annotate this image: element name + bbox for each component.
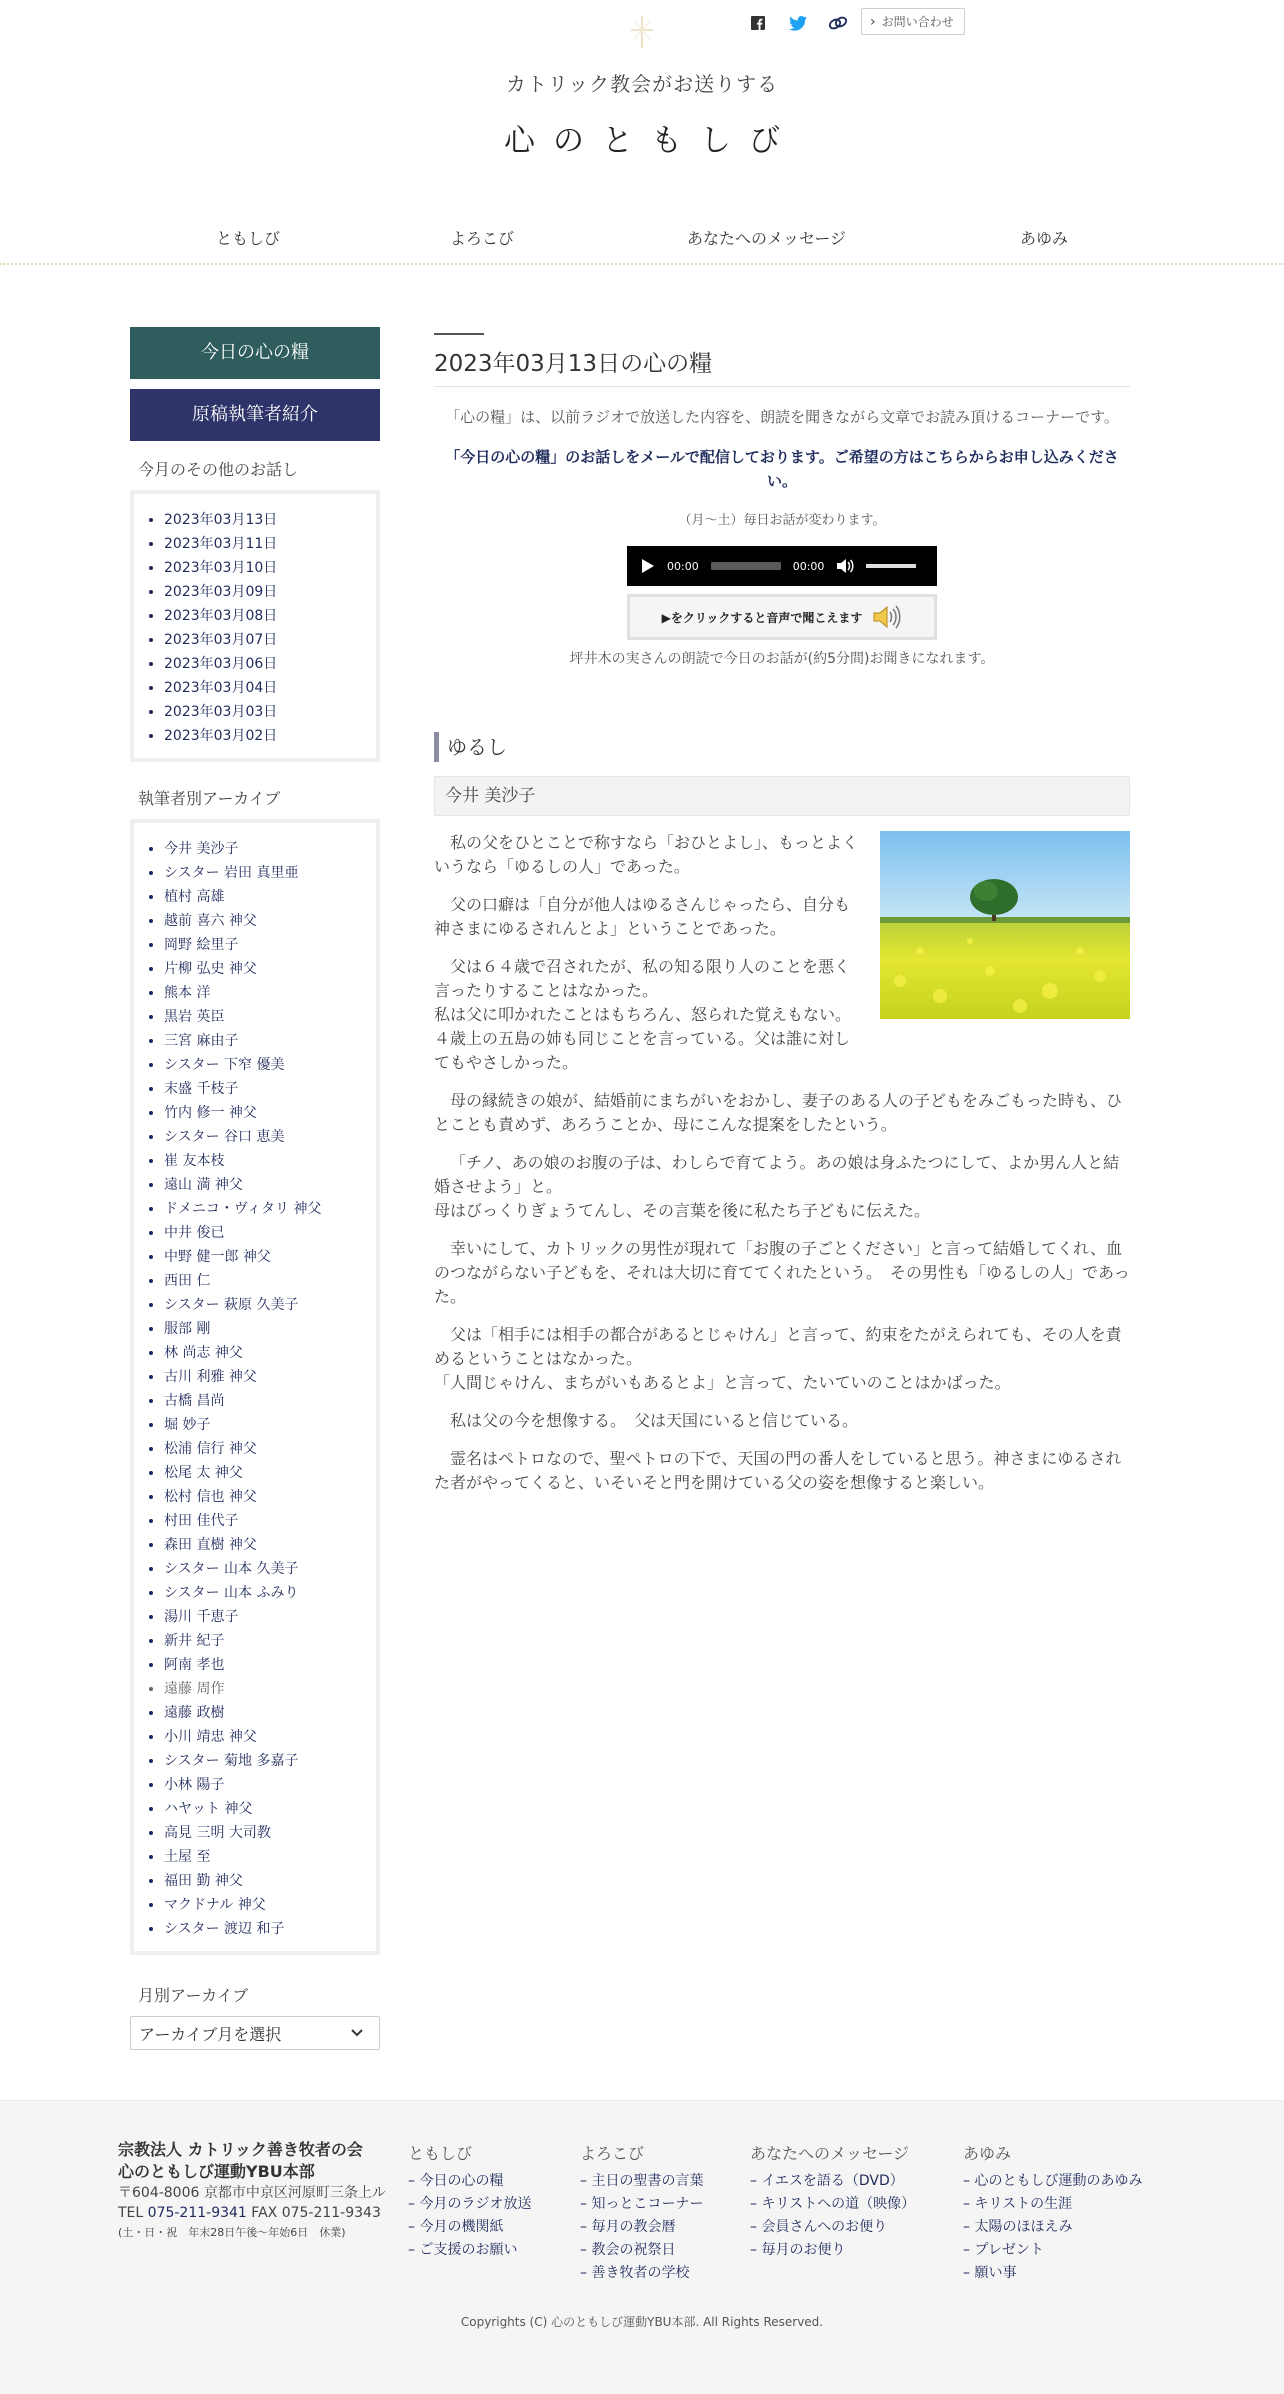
- footer-link[interactable]: – キリストへの道（映像）: [750, 2193, 915, 2216]
- author-item[interactable]: • 阿南 孝也: [164, 1653, 366, 1677]
- author-item[interactable]: • 熊本 洋: [164, 981, 366, 1005]
- article-paragraph: 父の口癖は「自分が他人はゆるさんじゃったら、自分も神さまにゆるされんとよ」ということであった。: [434, 895, 851, 938]
- current-time: 00:00: [667, 559, 699, 573]
- link-icon[interactable]: [828, 13, 848, 33]
- footer-link[interactable]: – 毎月の教会暦: [580, 2216, 703, 2239]
- author-item[interactable]: • 遠山 満 神父: [164, 1173, 366, 1197]
- contact-button[interactable]: [861, 8, 965, 35]
- author-item[interactable]: • シスター 下窄 優美: [164, 1053, 366, 1077]
- footer-col-tomoshibi: [408, 2141, 531, 2262]
- author-item[interactable]: • 崔 友本枝: [164, 1149, 366, 1173]
- tel-label: TEL: [118, 2205, 144, 2221]
- site-header: [0, 0, 1284, 265]
- site-footer: [0, 2100, 1284, 2394]
- month-item[interactable]: • 2023年03月04日: [164, 676, 366, 700]
- reader-note: 坪井木の実さんの朗読で今日のお話が(約5分間)お聞きになれます。: [569, 651, 995, 667]
- nav-item-tomoshibi[interactable]: ともしび: [216, 229, 281, 248]
- footer-link[interactable]: – ご支援のお願い: [408, 2239, 531, 2262]
- month-item[interactable]: • 2023年03月11日: [164, 532, 366, 556]
- month-item[interactable]: • 2023年03月08日: [164, 604, 366, 628]
- duration-time: 00:00: [792, 559, 825, 573]
- main-content: [434, 327, 1130, 1509]
- footer-links: [580, 2170, 703, 2285]
- footer-links: [408, 2170, 531, 2262]
- author-item[interactable]: • シスター 萩原 久美子: [164, 1293, 366, 1317]
- section-title: ゆるし: [434, 732, 1130, 762]
- footer-col-yorokobi: [580, 2141, 703, 2285]
- play-icon[interactable]: [641, 558, 655, 574]
- author-name: 今井 美沙子: [434, 776, 1130, 816]
- author-item[interactable]: • 森田 直樹 神父: [164, 1533, 366, 1557]
- site-title[interactable]: 心のともしび: [504, 123, 798, 159]
- facebook-icon[interactable]: [748, 13, 768, 33]
- author-item[interactable]: • シスター 岩田 真里亜: [164, 861, 366, 885]
- month-item[interactable]: • 2023年03月13日: [164, 508, 366, 532]
- footer-link[interactable]: – 主日の聖書の言葉: [580, 2170, 703, 2193]
- listen-label: ▶をクリックすると音声で聞こえます: [661, 610, 863, 625]
- footer-link[interactable]: – 会員さんへのお便り: [750, 2216, 915, 2239]
- footer-links: [963, 2170, 1142, 2285]
- month-item[interactable]: • 2023年03月10日: [164, 556, 366, 580]
- org-phone: [118, 2203, 386, 2223]
- article-paragraph: 「チノ、あの娘のお腹の子は、わしらで育てよう。あの娘は身ふたつにして、よか男ん人と結婚させよう」と。 母はびっくりぎょうてんし、その言葉を後に私たち子どもに伝えた。: [434, 1153, 1120, 1220]
- author-item[interactable]: • 堀 妙子: [164, 1413, 366, 1437]
- author-item[interactable]: • 新井 紀子: [164, 1629, 366, 1653]
- volume-slider[interactable]: [866, 564, 916, 568]
- article-paragraph: 父は６４歳で召されたが、私の知る限り人のことを悪く言ったりすることはなかった。 私は父に叩かれたことはもちろん、怒られた覚えもない。 ４歳上の五島の姉も同じことを言っている。父は誰に対してもやさしかった。: [434, 957, 851, 1072]
- today-button[interactable]: 今日の心の糧: [130, 327, 380, 379]
- site-subtitle: カトリック教会がお送りする: [505, 72, 779, 96]
- author-item[interactable]: • 松村 信也 神父: [164, 1485, 366, 1509]
- footer-org-info: [118, 2139, 386, 2243]
- intro-text: 「心の糧」は、以前ラジオで放送した内容を、朗読を聞きながら文章でお読み頂けるコーナーです。: [445, 408, 1119, 426]
- org-name-2: 心のともしび運動YBU本部: [118, 2162, 315, 2181]
- volume-icon[interactable]: [836, 558, 854, 574]
- author-item[interactable]: • シスター 菊地 多嘉子: [164, 1749, 366, 1773]
- author-item[interactable]: • 遠藤 周作: [164, 1677, 366, 1701]
- author-list-box: [130, 819, 380, 1955]
- author-item[interactable]: • 越前 喜六 神父: [164, 909, 366, 933]
- listen-button[interactable]: [627, 594, 937, 640]
- footer-link[interactable]: – 今月の機関紙: [408, 2216, 531, 2239]
- author-item[interactable]: • 高見 三明 大司教: [164, 1821, 366, 1845]
- twitter-icon[interactable]: [788, 13, 808, 33]
- footer-link[interactable]: – 知っとこコーナー: [580, 2193, 703, 2216]
- author-item[interactable]: • シスター 谷口 恵美: [164, 1125, 366, 1149]
- author-item[interactable]: • シスター 山本 久美子: [164, 1557, 366, 1581]
- footer-link[interactable]: – 毎月のお便り: [750, 2239, 915, 2262]
- author-item[interactable]: • 遠藤 政樹: [164, 1701, 366, 1725]
- footer-link[interactable]: – キリストの生涯: [963, 2193, 1142, 2216]
- archive-select[interactable]: [130, 2016, 380, 2050]
- article-paragraph: 父は「相手には相手の都合があるとじゃけん」と言って、約束をたがえられても、その人を責めるということはなかった。 「人間じゃけん、まちがいもあるとよ」と言って、たいていのことはかばった。: [434, 1325, 1122, 1392]
- author-item[interactable]: • 小川 靖忠 神父: [164, 1725, 366, 1749]
- author-item[interactable]: • 福田 勤 神父: [164, 1869, 366, 1893]
- org-address: 〒604-8006 京都市中京区河原町三条上ル: [118, 2185, 386, 2201]
- audio-player: [627, 546, 937, 586]
- article-paragraph: 私の父をひとことで称すなら「おひとよし」、もっとよくいうなら「ゆるしの人」であった。: [434, 833, 859, 876]
- author-item[interactable]: • 西田 仁: [164, 1269, 366, 1293]
- archive-select-value: アーカイブ月を選択: [139, 2024, 282, 2044]
- author-item[interactable]: • 三宮 麻由子: [164, 1029, 366, 1053]
- footer-link[interactable]: – イエスを語る（DVD）: [750, 2170, 915, 2193]
- footer-col-message: [750, 2141, 915, 2262]
- author-item[interactable]: • 松浦 信行 神父: [164, 1437, 366, 1461]
- author-item[interactable]: • 林 尚志 神父: [164, 1341, 366, 1365]
- month-item[interactable]: • 2023年03月09日: [164, 580, 366, 604]
- footer-link[interactable]: – 今日の心の糧: [408, 2170, 531, 2193]
- author-item[interactable]: • ドメニコ・ヴィタリ 神父: [164, 1197, 366, 1221]
- author-item[interactable]: • 古橋 昌尚: [164, 1389, 366, 1413]
- writers-button[interactable]: 原稿執筆者紹介: [130, 389, 380, 441]
- author-item[interactable]: • マクドナル 神父: [164, 1893, 366, 1917]
- sidebar: [130, 327, 380, 2050]
- nav-item-yorokobi[interactable]: よろこび: [450, 229, 515, 248]
- author-item[interactable]: • 岡野 絵里子: [164, 933, 366, 957]
- social-icons: [748, 8, 848, 38]
- month-item[interactable]: • 2023年03月03日: [164, 700, 366, 724]
- archive-heading: 月別アーカイブ: [138, 1986, 249, 2005]
- org-name-1: 宗教法人 カトリック善き牧者の会: [118, 2140, 363, 2159]
- fax-number: 075-211-9343: [281, 2205, 381, 2221]
- chevron-down-icon: [351, 2029, 363, 2037]
- author-item[interactable]: • 中野 健一郎 神父: [164, 1245, 366, 1269]
- month-heading: 今月のその他のお話し: [138, 460, 299, 479]
- author-item[interactable]: • 中井 俊已: [164, 1221, 366, 1245]
- footer-col-heading[interactable]: あなたへのメッセージ: [750, 2144, 910, 2163]
- author-item[interactable]: • シスター 山本 ふみり: [164, 1581, 366, 1605]
- author-item[interactable]: • 植村 高雄: [164, 885, 366, 909]
- author-item[interactable]: • 松尾 太 神父: [164, 1461, 366, 1485]
- author-item[interactable]: • 小林 陽子: [164, 1773, 366, 1797]
- daily-note: （月～土）毎日お話が変わります。: [678, 513, 886, 528]
- author-item[interactable]: • 湯川 千恵子: [164, 1605, 366, 1629]
- author-item[interactable]: • 片柳 弘史 神父: [164, 957, 366, 981]
- cross-icon: [627, 14, 657, 50]
- footer-link[interactable]: – 今月のラジオ放送: [408, 2193, 531, 2216]
- article-body: [434, 831, 1130, 1495]
- footer-link[interactable]: – 太陽のほほえみ: [963, 2216, 1142, 2239]
- author-item[interactable]: • 黒岩 英臣: [164, 1005, 366, 1029]
- article-paragraph: 私は父の今を想像する。 父は天国にいると信じている。: [450, 1411, 859, 1430]
- footer-col-heading[interactable]: ともしび: [408, 2144, 473, 2163]
- author-item[interactable]: • 末盛 千枝子: [164, 1077, 366, 1101]
- author-item[interactable]: • 古川 利雅 神父: [164, 1365, 366, 1389]
- article-paragraph: 母の縁続きの娘が、結婚前にまちがいをおかし、妻子のある人の子どもをみごもった時も、ひとことも責めず、あろうことか、母にこんな提案をしたという。: [434, 1091, 1123, 1134]
- fax-label: FAX: [251, 2205, 278, 2221]
- footer-link[interactable]: – 願い事: [963, 2262, 1142, 2285]
- month-item[interactable]: • 2023年03月02日: [164, 724, 366, 748]
- author-item[interactable]: • 村田 佳代子: [164, 1509, 366, 1533]
- contact-label: お問い合わせ: [881, 15, 954, 29]
- footer-col-heading[interactable]: よろこび: [580, 2144, 645, 2163]
- speaker-icon: [872, 604, 902, 630]
- month-item[interactable]: • 2023年03月06日: [164, 652, 366, 676]
- author-item[interactable]: • シスター 渡辺 和子: [164, 1917, 366, 1941]
- article-paragraph: 霊名はペトロなので、聖ペトロの下で、天国の門の番人をしていると思う。神さまにゆるされた者がやってくると、いそいそと門を開けている父の姿を想像すると楽しい。: [434, 1449, 1122, 1492]
- page-title: 2023年03月13日の心の糧: [434, 335, 1130, 387]
- org-hours: (土・日・祝 年末28日午後〜年始6日 休業): [118, 2226, 346, 2239]
- month-list: [164, 508, 366, 748]
- footer-link[interactable]: – 心のともしび運動のあゆみ: [963, 2170, 1142, 2193]
- mail-signup-link[interactable]: 「今日の心の糧」のお話しをメールで配信しております。ご希望の方はこちらからお申し込みください。: [445, 448, 1119, 490]
- footer-link[interactable]: – 善き牧者の学校: [580, 2262, 703, 2285]
- tel-number[interactable]: 075-211-9341: [147, 2205, 247, 2221]
- month-item[interactable]: • 2023年03月07日: [164, 628, 366, 652]
- footer-col-heading[interactable]: あゆみ: [963, 2144, 1012, 2163]
- rapeseed-field-photo: [880, 831, 1130, 1019]
- author-item[interactable]: • 服部 剛: [164, 1317, 366, 1341]
- nav-item-ayumi[interactable]: あゆみ: [1020, 229, 1069, 248]
- global-nav: [0, 226, 1284, 250]
- article-paragraph: 幸いにして、カトリックの男性が現れて「お腹の子ごとください」と言って結婚してくれ、血のつながらない子どもを、それは大切に育ててくれたという。 その男性も「ゆるしの人」であった。: [434, 1239, 1130, 1306]
- footer-link[interactable]: – 教会の祝祭日: [580, 2239, 703, 2262]
- author-item[interactable]: • ハヤット 神父: [164, 1797, 366, 1821]
- month-list-box: [130, 490, 380, 762]
- footer-links: [750, 2170, 915, 2262]
- footer-link[interactable]: – プレゼント: [963, 2239, 1142, 2262]
- chevron-right-icon: ›: [870, 13, 876, 30]
- author-list: [164, 837, 366, 1941]
- footer-col-ayumi: [963, 2141, 1142, 2285]
- author-item[interactable]: • 今井 美沙子: [164, 837, 366, 861]
- nav-item-message[interactable]: あなたへのメッセージ: [687, 229, 847, 248]
- author-item[interactable]: • 竹内 修一 神父: [164, 1101, 366, 1125]
- author-item[interactable]: • 土屋 至: [164, 1845, 366, 1869]
- copyright: Copyrights (C) 心のともしび運動YBU本部. All Rights Reserved.: [460, 2315, 824, 2329]
- author-heading: 執筆者別アーカイブ: [138, 789, 281, 808]
- seek-bar[interactable]: [711, 562, 781, 570]
